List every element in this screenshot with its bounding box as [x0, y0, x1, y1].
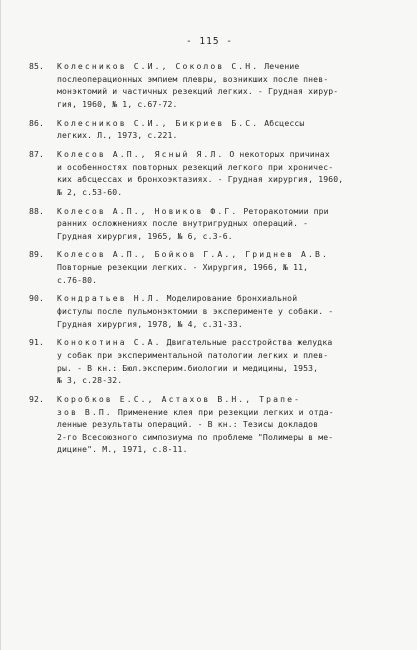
entry-text: О некоторых причинах — [224, 148, 330, 159]
entry-authors: Колесов А.П., Ясный Я.Л. — [57, 148, 225, 159]
bibliography-entry — [29, 292, 407, 330]
entry-authors: зов В.П. — [57, 406, 113, 417]
entry-line — [57, 374, 407, 387]
entry-line — [57, 173, 407, 186]
entry-line — [57, 217, 407, 230]
entry-text: гия, 1960, № 1, с.67-72. — [57, 98, 178, 109]
entry-line — [57, 443, 407, 456]
entry-text: с.76-80. — [57, 274, 98, 285]
bibliography-entry — [29, 393, 407, 456]
entry-authors: Конокотина С.А. — [57, 337, 162, 348]
entry-line — [57, 60, 407, 73]
entry-line — [57, 418, 407, 431]
entry-authors: Колесов А.П., Бойков Г.А., Гриднев А.В. — [57, 249, 329, 260]
bibliography-list — [29, 60, 407, 462]
entry-text: послеоперационных эмпием плевры, возникших после пнев- — [57, 73, 329, 84]
entry-text: Лечение — [259, 61, 300, 71]
entry-line — [57, 161, 407, 174]
entry-authors: Колесов А.П., Новиков Ф.Г. — [57, 205, 239, 216]
entry-text: и особенностях повторных резекций легкого при хроничес- — [57, 161, 334, 172]
entry-line — [57, 318, 407, 331]
entry-number: 89. — [29, 249, 45, 260]
bibliography-entry — [29, 205, 407, 243]
entry-line — [57, 292, 407, 305]
entry-text: Повторные резекции легких. - Хирургия, 1966, № 11, — [57, 262, 309, 273]
entry-line — [57, 73, 407, 86]
entry-line — [57, 305, 407, 318]
entry-line — [57, 261, 407, 274]
entry-number: 87. — [29, 148, 45, 159]
entry-number: 91. — [29, 337, 45, 348]
entry-authors: Колесников С.И., Бикриев Б.С. — [57, 117, 260, 128]
entry-text: Грудная хирургия, 1978, № 4, с.31-33. — [57, 318, 243, 329]
entry-text: у собак при экспериментальной патологии легких и плев- — [57, 350, 329, 360]
entry-text: Реторакотомии при — [238, 205, 329, 216]
entry-text: Применение клея при резекции легких и отда- — [112, 406, 334, 417]
entry-text: фистулы после пульмонэктомии в эксперименте у собаки. - — [57, 306, 334, 317]
entry-line — [57, 274, 407, 287]
entry-text: монэктомий и частичных резекций легких. - Грудная хирур- — [57, 86, 339, 97]
entry-number: 90. — [29, 293, 45, 304]
entry-line — [57, 98, 407, 111]
entry-text: № 2, с.53-60. — [57, 186, 123, 197]
bibliography-entry — [29, 60, 407, 110]
entry-text: Двигательные расстройства желудка — [161, 337, 333, 348]
entry-text: ких абсцессах и бронхоэктазиях. - Грудная хирургия, 1960, — [57, 174, 344, 185]
entry-text: ранних осложнениях после внутригрудных операций. - — [57, 218, 309, 229]
entry-line — [57, 248, 407, 261]
entry-line — [57, 393, 407, 406]
entry-text: 2-го Всесоюзного симпозиума по проблеме "Полимеры в ме- — [57, 431, 334, 442]
entry-authors: Колесников С.И., Соколов С.Н. — [57, 61, 260, 71]
entry-line — [57, 362, 407, 375]
entry-number: 92. — [29, 393, 45, 404]
entry-text: дицине". М., 1971, с.8-11. — [57, 444, 188, 455]
entry-authors: Коробков Е.С., Астахов В.Н., Трапе- — [57, 393, 302, 404]
entry-line — [57, 336, 407, 349]
entry-text: Грудная хирургия, 1965, № 6, с.3-6. — [57, 230, 233, 241]
entry-number: 85. — [29, 61, 45, 71]
entry-line — [57, 349, 407, 362]
page-number: - 115 - — [185, 36, 234, 47]
entry-line — [57, 129, 407, 142]
bibliography-entry — [29, 148, 407, 198]
entry-line — [57, 205, 407, 218]
entry-line — [57, 117, 407, 130]
bibliography-entry — [29, 117, 407, 142]
entry-number: 88. — [29, 205, 45, 216]
entry-line — [57, 406, 407, 419]
entry-line — [57, 85, 407, 98]
entry-line — [57, 148, 407, 161]
entry-text: Абсцессы — [259, 117, 305, 128]
entry-authors: Кондратьев Н.Л. — [57, 293, 162, 304]
bibliography-entry — [29, 248, 407, 286]
entry-line — [57, 230, 407, 243]
bibliography-entry — [29, 336, 407, 386]
entry-line — [57, 186, 407, 199]
entry-text: ленные результаты операций. - В кн.: Тезисы докладов — [57, 419, 319, 430]
entry-text: Моделирование бронхиальной — [161, 293, 298, 304]
entry-text: ры. - В кн.: Бюл.эксперим.биологии и медицины, 1953, — [57, 362, 319, 373]
entry-number: 86. — [29, 117, 45, 128]
entry-text: № 3, с.28-32. — [57, 375, 123, 386]
entry-line — [57, 431, 407, 444]
entry-text: легких. Л., 1973, с.221. — [57, 130, 178, 141]
